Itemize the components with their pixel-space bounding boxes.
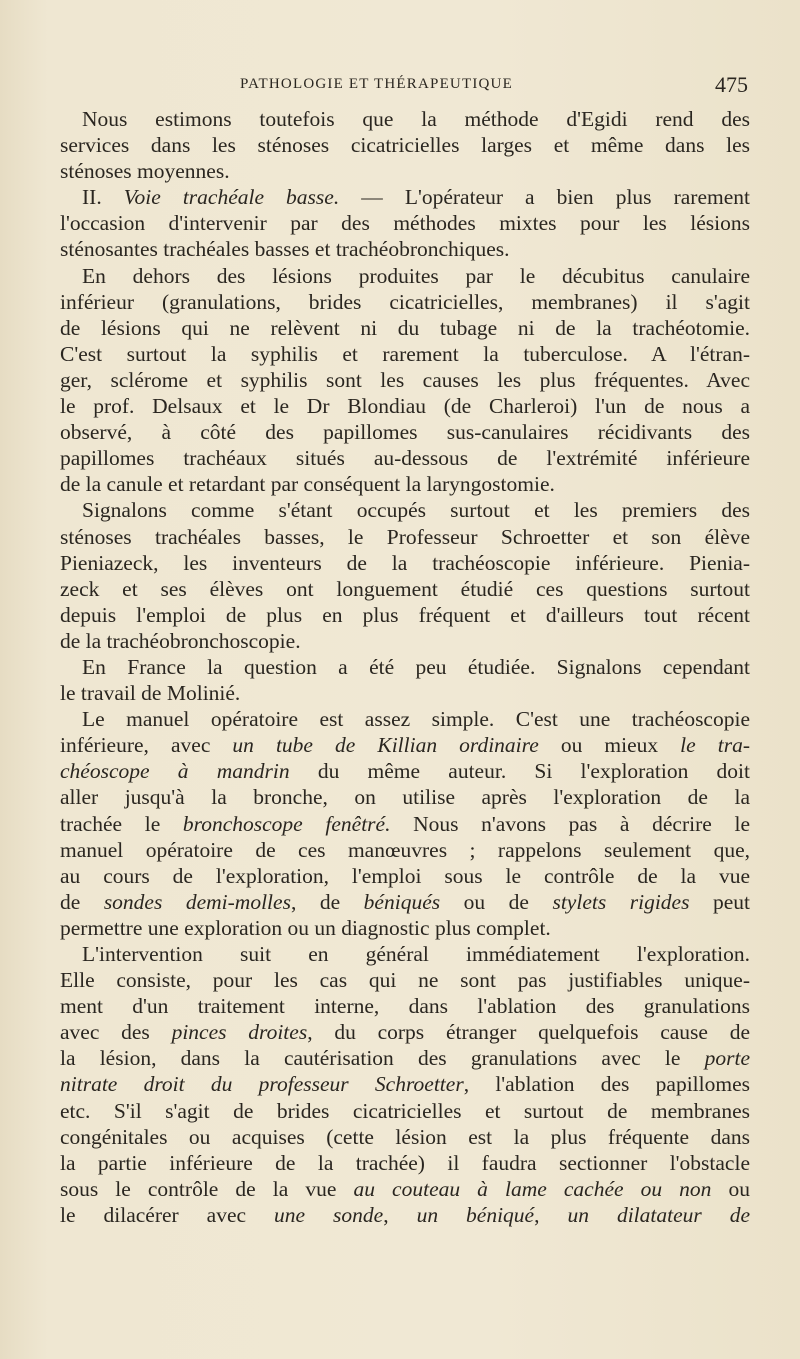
body-text xyxy=(60,106,750,1228)
text-line xyxy=(60,550,750,576)
text-line xyxy=(60,1176,750,1202)
text-line xyxy=(60,1202,750,1228)
text-line xyxy=(60,132,750,158)
text-line xyxy=(60,497,750,523)
text-line xyxy=(60,315,750,341)
text-line xyxy=(60,263,750,289)
text-span: la partie inférieure de la trachée) il faudra sectionner l'obstacle xyxy=(60,1150,750,1175)
text-span: En France la question a été peu étudiée. Signalons cependant xyxy=(82,654,750,679)
text-line xyxy=(60,289,750,315)
text-line xyxy=(60,863,750,889)
italic-text: sondes demi-molles xyxy=(103,889,291,914)
text-line xyxy=(60,915,750,941)
text-span: aller jusqu'à la bronche, on utilise après l'exploration de la xyxy=(60,785,750,810)
text-span: zeck et ses élèves ont longuement étudié ces questions surtout xyxy=(60,576,750,601)
text-span: Le manuel opératoire est assez simple. C'est une trachéoscopie xyxy=(82,707,750,732)
text-span: de la canule et retardant par conséquent la laryngostomie. xyxy=(60,472,555,497)
text-span: Pieniazeck, les inventeurs de la trachéoscopie inférieure. Pienia- xyxy=(60,550,750,575)
page-number: 475 xyxy=(715,72,748,97)
text-line xyxy=(60,837,750,863)
text-span: ou de xyxy=(440,889,553,914)
text-line xyxy=(60,654,750,680)
text-line xyxy=(60,706,750,732)
text-line xyxy=(60,680,750,706)
italic-text: le tra- xyxy=(680,733,750,758)
text-span: , l'ablation des papillomes xyxy=(463,1072,750,1097)
text-span: observé, à côté des papillomes sus-canulaires récidivants des xyxy=(60,420,750,445)
text-span: le dilacérer avec xyxy=(60,1202,275,1227)
text-span: En dehors des lésions produites par le décubitus canulaire xyxy=(82,263,750,288)
text-line xyxy=(60,1071,750,1097)
text-span: Elle consiste, pour les cas qui ne sont pas justifiables unique- xyxy=(60,968,750,993)
text-span: le travail de Molinié. xyxy=(60,681,241,706)
text-line xyxy=(60,393,750,419)
italic-text: une sonde xyxy=(274,1202,384,1227)
text-line xyxy=(60,576,750,602)
italic-text: un béniqué xyxy=(416,1202,535,1227)
text-span: au cours de l'exploration, l'emploi sous le contrôle de la vue xyxy=(60,863,750,888)
text-span: de lésions qui ne relèvent ni du tubage ni de la trachéotomie. xyxy=(60,315,750,340)
text-span: Signalons comme s'étant occupés surtout et les premiers des xyxy=(82,498,750,523)
text-line xyxy=(60,628,750,654)
text-line xyxy=(60,811,750,837)
text-span: — L'opérateur a bien plus rarement xyxy=(339,185,750,210)
text-span: peut xyxy=(689,889,750,914)
italic-text: stylets rigides xyxy=(552,889,690,914)
italic-text: au couteau à lame cachée ou non xyxy=(353,1176,712,1201)
text-span: depuis l'emploi de plus en plus fréquent et d'ailleurs tout récent xyxy=(60,602,750,627)
text-span: , xyxy=(383,1202,417,1227)
text-line xyxy=(60,1098,750,1124)
text-span: Nous n'avons pas à décrire le xyxy=(390,811,750,836)
italic-text: porte xyxy=(704,1046,750,1071)
text-span: de xyxy=(60,889,104,914)
text-line xyxy=(60,941,750,967)
italic-text: bronchoscope fenêtré. xyxy=(182,811,391,836)
text-line xyxy=(60,889,750,915)
text-span: etc. S'il s'agit de brides cicatricielles et surtout de membranes xyxy=(60,1098,750,1123)
text-line xyxy=(60,106,750,132)
text-line xyxy=(60,158,750,184)
text-span: ou mieux xyxy=(538,733,681,758)
text-span: services dans les sténoses cicatricielles larges et même dans les xyxy=(60,133,750,158)
italic-text: pinces droites xyxy=(171,1020,308,1045)
italic-text: chéoscope à mandrin xyxy=(60,759,290,784)
text-line xyxy=(60,210,750,236)
text-span: inférieur (granulations, brides cicatricielles, membranes) il s'agit xyxy=(60,289,750,314)
page-header xyxy=(60,72,750,102)
text-line xyxy=(60,758,750,784)
text-span: inférieure, avec xyxy=(60,733,233,758)
italic-text: un dilatateur de xyxy=(567,1202,751,1227)
italic-text: Voie trachéale basse. xyxy=(123,185,340,210)
text-span: Nous estimons toutefois que la méthode d'Egidi rend des xyxy=(82,107,750,131)
text-span: l'occasion d'intervenir par des méthodes mixtes pour les lésions xyxy=(60,211,750,236)
running-title: PATHOLOGIE ET THÉRAPEUTIQUE xyxy=(240,76,513,92)
text-span: de la trachéobronchoscopie. xyxy=(60,628,301,653)
text-span: , du corps étranger quelquefois cause de xyxy=(307,1020,750,1045)
text-span: ment d'un traitement interne, dans l'ablation des granulations xyxy=(60,994,750,1019)
text-line xyxy=(60,419,750,445)
text-line xyxy=(60,1019,750,1045)
text-span: congénitales ou acquises (cette lésion est la plus fréquente dans xyxy=(60,1124,750,1149)
text-span: ou xyxy=(711,1176,751,1201)
italic-text: un tube de Killian ordinaire xyxy=(232,733,539,758)
text-span: , xyxy=(534,1202,568,1227)
text-line xyxy=(60,341,750,367)
italic-text: nitrate droit du professeur Schroetter xyxy=(60,1072,464,1097)
text-span: permettre une exploration ou un diagnostic plus complet. xyxy=(60,915,551,940)
text-span: sous le contrôle de la vue xyxy=(60,1176,354,1201)
text-line xyxy=(60,524,750,550)
text-line xyxy=(60,602,750,628)
text-line xyxy=(60,1150,750,1176)
text-span: sténoses moyennes. xyxy=(60,159,230,184)
text-line xyxy=(60,445,750,471)
text-span: sténosantes trachéales basses et trachéobronchiques. xyxy=(60,237,510,262)
text-line xyxy=(60,993,750,1019)
text-span: , de xyxy=(290,889,364,914)
text-line xyxy=(60,236,750,262)
text-line xyxy=(60,367,750,393)
text-span: II. xyxy=(82,185,124,210)
text-span: le prof. Delsaux et le Dr Blondiau (de Charleroi) l'un de nous a xyxy=(60,394,750,419)
text-line xyxy=(60,184,750,210)
text-span: sténoses trachéales basses, le Professeur Schroetter et son élève xyxy=(60,524,750,549)
text-line xyxy=(60,784,750,810)
text-span: ger, sclérome et syphilis sont les causes les plus fréquentes. Avec xyxy=(60,367,750,392)
text-span: la lésion, dans la cautérisation des granulations avec le xyxy=(60,1046,705,1071)
text-span: papillomes trachéaux situés au-dessous de l'extrémité inférieure xyxy=(60,446,750,471)
text-line xyxy=(60,1045,750,1071)
text-line xyxy=(60,471,750,497)
text-line xyxy=(60,1124,750,1150)
text-span: avec des xyxy=(60,1020,172,1045)
italic-text: béniqués xyxy=(363,889,441,914)
text-span: L'intervention suit en général immédiatement l'exploration. xyxy=(82,942,750,966)
text-line xyxy=(60,732,750,758)
text-span: C'est surtout la syphilis et rarement la tuberculose. A l'étran- xyxy=(60,341,750,366)
text-span: trachée le xyxy=(60,811,183,836)
text-span: manuel opératoire de ces manœuvres ; rappelons seulement que, xyxy=(60,837,750,862)
text-span: du même auteur. Si l'exploration doit xyxy=(289,759,750,784)
text-line xyxy=(60,967,750,993)
